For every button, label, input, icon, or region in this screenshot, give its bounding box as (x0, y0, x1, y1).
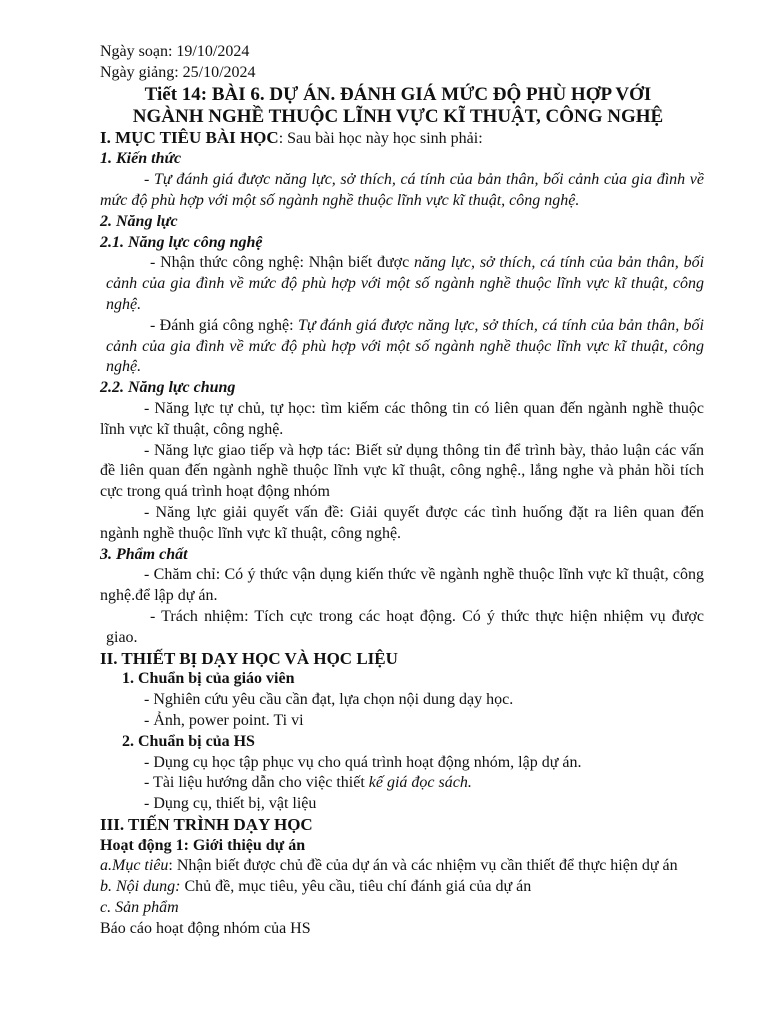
activity1-product-label: c. Sản phẩm (100, 899, 179, 917)
teacher-prep-heading: 1. Chuẩn bị của giáo viên (122, 670, 295, 688)
activity1-product-text: Báo cáo hoạt động nhóm của HS (100, 919, 311, 937)
section1-heading-line (100, 128, 704, 150)
teacher-prep-item2: - Ảnh, power point. Ti vi (144, 711, 304, 729)
activity1-content (100, 877, 704, 898)
student-prep-item1: - Dụng cụ học tập phục vụ cho quá trình hoạt động nhóm, lập dự án. (144, 753, 582, 771)
tech-competency-item1 (100, 253, 704, 315)
general-competency-heading: 2.2. Năng lực chung (100, 379, 236, 397)
section3-heading: III. TIẾN TRÌNH DẠY HỌC (100, 814, 313, 834)
activity1-content-text: Chủ đề, mục tiêu, yêu cầu, tiêu chí đánh giá của dự án (180, 878, 532, 896)
student-item2-italic: kế giá đọc sách. (368, 774, 472, 792)
tech-item1-italic: năng lực, sở thích, cá tính của bản thân, bối cảnh của gia đình về mức độ phù hợp với một số ngành nghề thuộc lĩnh vực kĩ thuật, công nghệ. (106, 254, 705, 313)
general-competency-item1: - Năng lực tự chủ, tự học: tìm kiếm các thông tin có liên quan đến ngành nghề thuộc lĩnh vực kĩ thuật, công nghệ. (100, 399, 704, 438)
student-prep-heading: 2. Chuẩn bị của HS (122, 732, 255, 750)
activity1-goal-text: : Nhận biết được chủ đề của dự án và các nhiệm vụ cần thiết để thực hiện dự án (168, 857, 678, 875)
teach-date: Ngày giảng: 25/10/2024 (100, 63, 256, 81)
lesson-title-line2: NGÀNH NGHỀ THUỘC LĨNH VỰC KĨ THUẬT, CÔNG NGHỆ (132, 105, 664, 127)
activity1-goal-label: a.Mục tiêu (100, 857, 169, 875)
knowledge-text: - Tự đánh giá được năng lực, sở thích, cá tính của bản thân, bối cảnh của gia đình về mức độ phù hợp với một số ngành nghề thuộc lĩnh vực kĩ thuật, công nghệ. (100, 171, 704, 209)
activity1-goal (100, 856, 704, 877)
qualities-item1: - Chăm chỉ: Có ý thức vận dụng kiến thức về ngành nghề thuộc lĩnh vực kĩ thuật, công nghệ.để lập dự án. (100, 566, 704, 605)
knowledge-heading: 1. Kiến thức (100, 150, 182, 168)
qualities-heading: 3. Phẩm chất (100, 545, 188, 563)
general-competency-item2: - Năng lực giao tiếp và hợp tác: Biết sử dụng thông tin để trình bày, thảo luận các vấn đề liên quan đến ngành nghề thuộc lĩnh vực kĩ thuật, công nghệ., lắng nghe và phản hồi tích cực trong quá trình hoạt động nhóm (100, 441, 704, 501)
tech-competency-item2 (100, 316, 704, 378)
tech-competency-heading: 2.1. Năng lực công nghệ (100, 233, 263, 251)
student-prep-item2 (100, 773, 704, 794)
competency-heading: 2. Năng lực (100, 212, 178, 230)
section2-heading: II. THIẾT BỊ DẠY HỌC VÀ HỌC LIỆU (100, 648, 398, 668)
tech-item2-prefix: - Đánh giá công nghệ: (150, 316, 298, 334)
tech-item2-italic: Tự đánh giá được năng lực, sở thích, cá tính của bản thân, bối cảnh của gia đình về mức độ phù hợp với một số ngành nghề thuộc lĩnh vực kĩ thuật, công nghệ. (106, 316, 704, 376)
lesson-title-line1: Tiết 14: BÀI 6. DỰ ÁN. ĐÁNH GIÁ MỨC ĐỘ PHÙ HỢP VỚI (144, 83, 652, 105)
section1-heading: I. MỤC TIÊU BÀI HỌC (100, 127, 279, 147)
teacher-prep-item1: - Nghiên cứu yêu cầu cần đạt, lựa chọn nội dung dạy học. (144, 691, 514, 709)
section1-intro: : Sau bài học này học sinh phải: (278, 129, 483, 147)
qualities-item2: - Trách nhiệm: Tích cực trong các hoạt động. Có ý thức thực hiện nhiệm vụ được giao. (106, 607, 704, 646)
prep-date: Ngày soạn: 19/10/2024 (100, 43, 250, 60)
tech-item1-prefix: - Nhận thức công nghệ: Nhận biết được (150, 254, 414, 272)
activity1-content-label: b. Nội dung: (100, 878, 181, 896)
student-item2-prefix: - Tài liệu hướng dẫn cho việc thiết (144, 774, 369, 792)
general-competency-item3: - Năng lực giải quyết vấn đề: Giải quyết được các tình huống đặt ra liên quan đến ngành nghề thuộc lĩnh vực kĩ thuật, công nghệ. (100, 503, 704, 542)
student-prep-item3: - Dụng cụ, thiết bị, vật liệu (144, 795, 317, 813)
activity1-heading: Hoạt động 1: Giới thiệu dự án (100, 836, 306, 854)
